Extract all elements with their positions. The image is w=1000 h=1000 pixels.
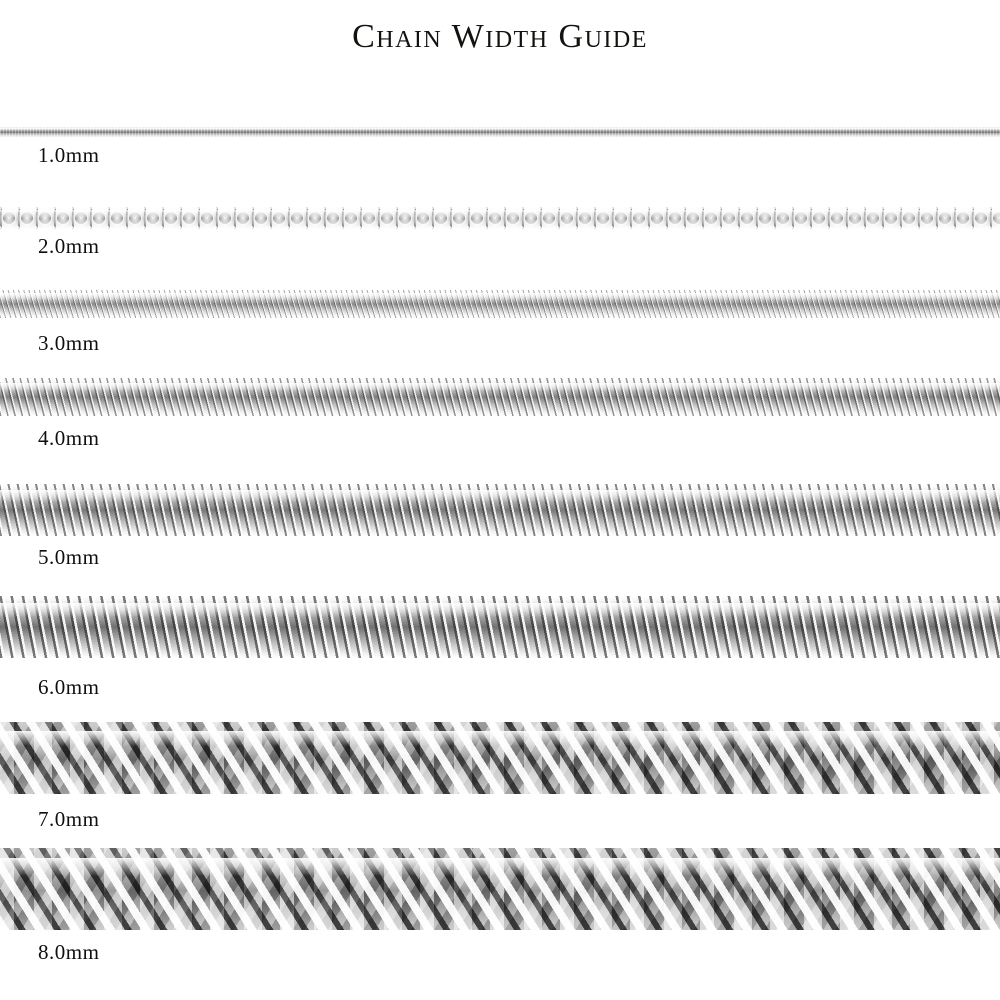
chain-label-4-0mm: 4.0mm xyxy=(38,426,100,450)
chain-sample-2-0mm xyxy=(0,207,1000,229)
chain-label-7-0mm: 7.0mm xyxy=(38,807,100,831)
chain-sample-3-0mm xyxy=(0,290,1000,318)
chain-label-3-0mm: 3.0mm xyxy=(38,331,100,355)
chain-texture xyxy=(0,378,1000,416)
chain-texture-overlay xyxy=(0,848,1000,930)
chain-label-6-0mm: 6.0mm xyxy=(38,675,100,699)
page-title: Chain Width Guide xyxy=(352,18,648,55)
chain-texture xyxy=(0,290,1000,318)
chain-label-1-0mm: 1.0mm xyxy=(38,143,100,167)
chain-label-5-0mm: 5.0mm xyxy=(38,545,100,569)
chain-sample-5-0mm xyxy=(0,484,1000,536)
chain-texture-overlay xyxy=(0,722,1000,794)
chain-sample-8-0mm xyxy=(0,848,1000,930)
chain-texture xyxy=(0,127,1000,137)
chain-label-8-0mm: 8.0mm xyxy=(38,940,100,964)
chain-sample-1-0mm xyxy=(0,127,1000,137)
chain-sample-7-0mm xyxy=(0,722,1000,794)
chain-texture xyxy=(0,596,1000,658)
chain-sample-4-0mm xyxy=(0,378,1000,416)
chain-sample-6-0mm xyxy=(0,596,1000,658)
chain-label-2-0mm: 2.0mm xyxy=(38,234,100,258)
chain-texture xyxy=(0,207,1000,229)
chain-texture xyxy=(0,484,1000,536)
